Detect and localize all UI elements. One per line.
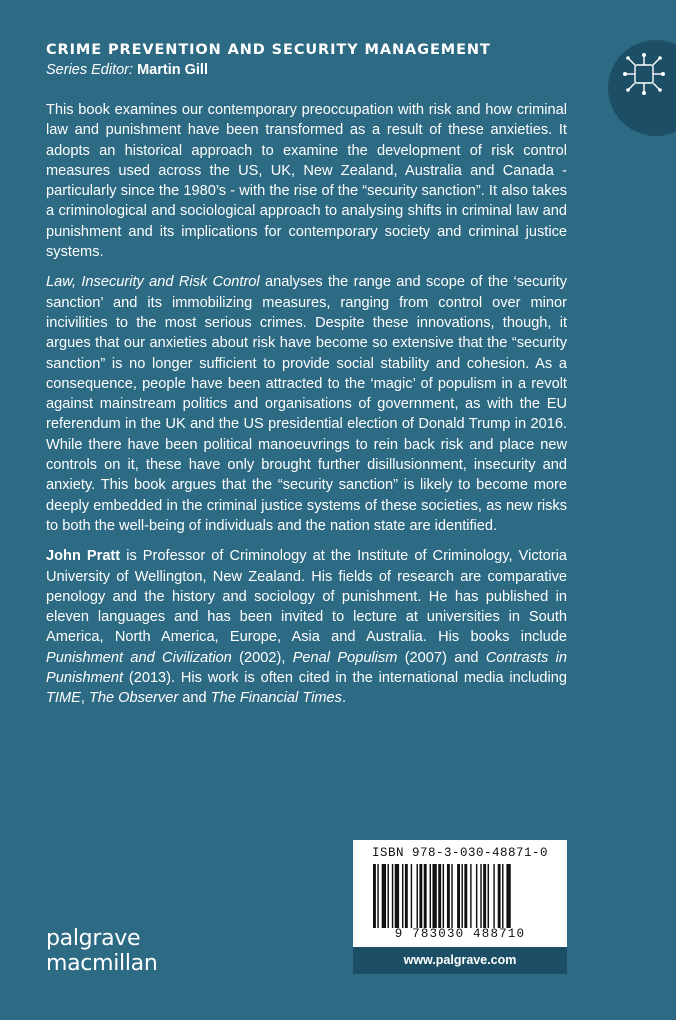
barcode-bar: [470, 864, 471, 928]
series-title: CRIME PREVENTION AND SECURITY MANAGEMENT: [46, 42, 491, 58]
publisher-line2: macmillan: [46, 951, 158, 976]
barcode-bar: [483, 864, 486, 928]
bio-text: (2013). His work is often cited in the international media including: [123, 670, 567, 687]
barcode-bar: [498, 864, 501, 928]
bio-book-title: Punishment and Civilization: [46, 649, 232, 666]
barcode-bar: [373, 864, 376, 928]
barcode-bar: [480, 864, 481, 928]
barcode-bar: [464, 864, 467, 928]
barcode-block: [353, 840, 567, 974]
barcode-bar: [461, 864, 462, 928]
book-title: Law, Insecurity and Risk Control: [46, 274, 260, 291]
barcode-bar: [488, 864, 489, 928]
barcode-bar: [430, 864, 431, 928]
paragraph-description: [46, 272, 567, 536]
palgrave-network-icon: [622, 52, 666, 96]
barcode-bar: [476, 864, 477, 928]
barcode-bar: [417, 864, 418, 928]
publisher-url: www.palgrave.com: [353, 947, 567, 974]
series-editor: [46, 62, 208, 78]
series-editor-name: Martin Gill: [137, 62, 208, 78]
barcode-bar: [438, 864, 441, 928]
barcode-bar: [506, 864, 510, 928]
barcode-bar: [457, 864, 460, 928]
author-bio: [46, 546, 567, 708]
isbn-label: ISBN 978-3-030-48871-0: [371, 846, 549, 860]
barcode-bar: [432, 864, 436, 928]
bio-media-title: TIME: [46, 690, 81, 707]
bio-text: (2002),: [231, 649, 293, 666]
barcode-bar: [502, 864, 503, 928]
bio-text: is Professor of Criminology at the Institute of Criminology, Victoria University of Wellington, New Zealand. His fields of research are comparative penology and the history and sociology of punishment. He has published in eleven languages and has been invited to lecture at universities in South America, North America, Europe, Asia and Australia. His books include: [46, 548, 568, 646]
publisher-line1: palgrave: [46, 926, 141, 951]
bio-text: and: [178, 690, 211, 707]
barcode-bar: [493, 864, 494, 928]
barcode-digits: 9 783030 488710: [394, 927, 526, 941]
barcode-bars: [373, 864, 547, 928]
bio-text: (2007) and: [397, 649, 486, 666]
paragraph-intro: This book examines our contemporary preoccupation with risk and how criminal law and punishment have been transformed as a result of these anxieties. It adopts an historical approach to examine the development of risk control measures used across the US, UK, New Zealand, Australia and Canada - particularly since the 1980’s - with the rise of the “security sanction”. It also takes a criminological and sociological approach to analysing shifts in criminal law and punishment and its implications for contemporary society and criminal justice systems.: [46, 102, 567, 261]
barcode-bar: [405, 864, 408, 928]
barcode-panel: [353, 840, 567, 947]
barcode-bar: [402, 864, 403, 928]
barcode-bar: [395, 864, 399, 928]
barcode-bar: [443, 864, 444, 928]
bio-text: .: [341, 690, 346, 707]
author-name: John Pratt: [46, 548, 121, 565]
barcode-bar: [451, 864, 452, 928]
description-text: analyses the range and scope of the ‘security sanction’ and its immobilizing measures, ranging from control over minor incivilities to the most serious crimes. Despite these innovations, though, it argues that our anxieties about risk have become so extensive that the “security sanction” is no longer sufficient to provide social stability and cohesion. As a consequence, people have been attracted to the ‘magic’ of populism in a revolt against mainstream politics and organisations of government, as with the EU referendum in the UK and the US presidential election of Donald Trump in 2016. While there have been political manoeuvrings to rein back risk and place new controls on it, these have only brought further disillusionment, insecurity and anxiety. This book argues that the “security sanction” is likely to become more deeply embedded in the criminal justice systems of these societies, as new risks to both the well-being of individuals and the nation state are identified.: [46, 274, 567, 534]
barcode-bar: [377, 864, 378, 928]
barcode-bar: [419, 864, 422, 928]
publisher-logo: [46, 926, 158, 976]
bio-book-title: Contrasts in Punishment: [46, 649, 568, 687]
bio-media-title: The Financial Times: [210, 690, 342, 707]
series-editor-label: Series Editor:: [46, 62, 134, 78]
barcode-bar: [392, 864, 393, 928]
barcode-bar: [382, 864, 386, 928]
barcode-bar: [424, 864, 427, 928]
barcode-bar: [388, 864, 389, 928]
bio-book-title: Penal Populism: [292, 649, 398, 666]
barcode-bar: [411, 864, 412, 928]
blurb: [46, 100, 567, 709]
bio-media-title: The Observer: [88, 690, 179, 707]
barcode-bar: [447, 864, 450, 928]
bio-text: ,: [80, 690, 89, 707]
